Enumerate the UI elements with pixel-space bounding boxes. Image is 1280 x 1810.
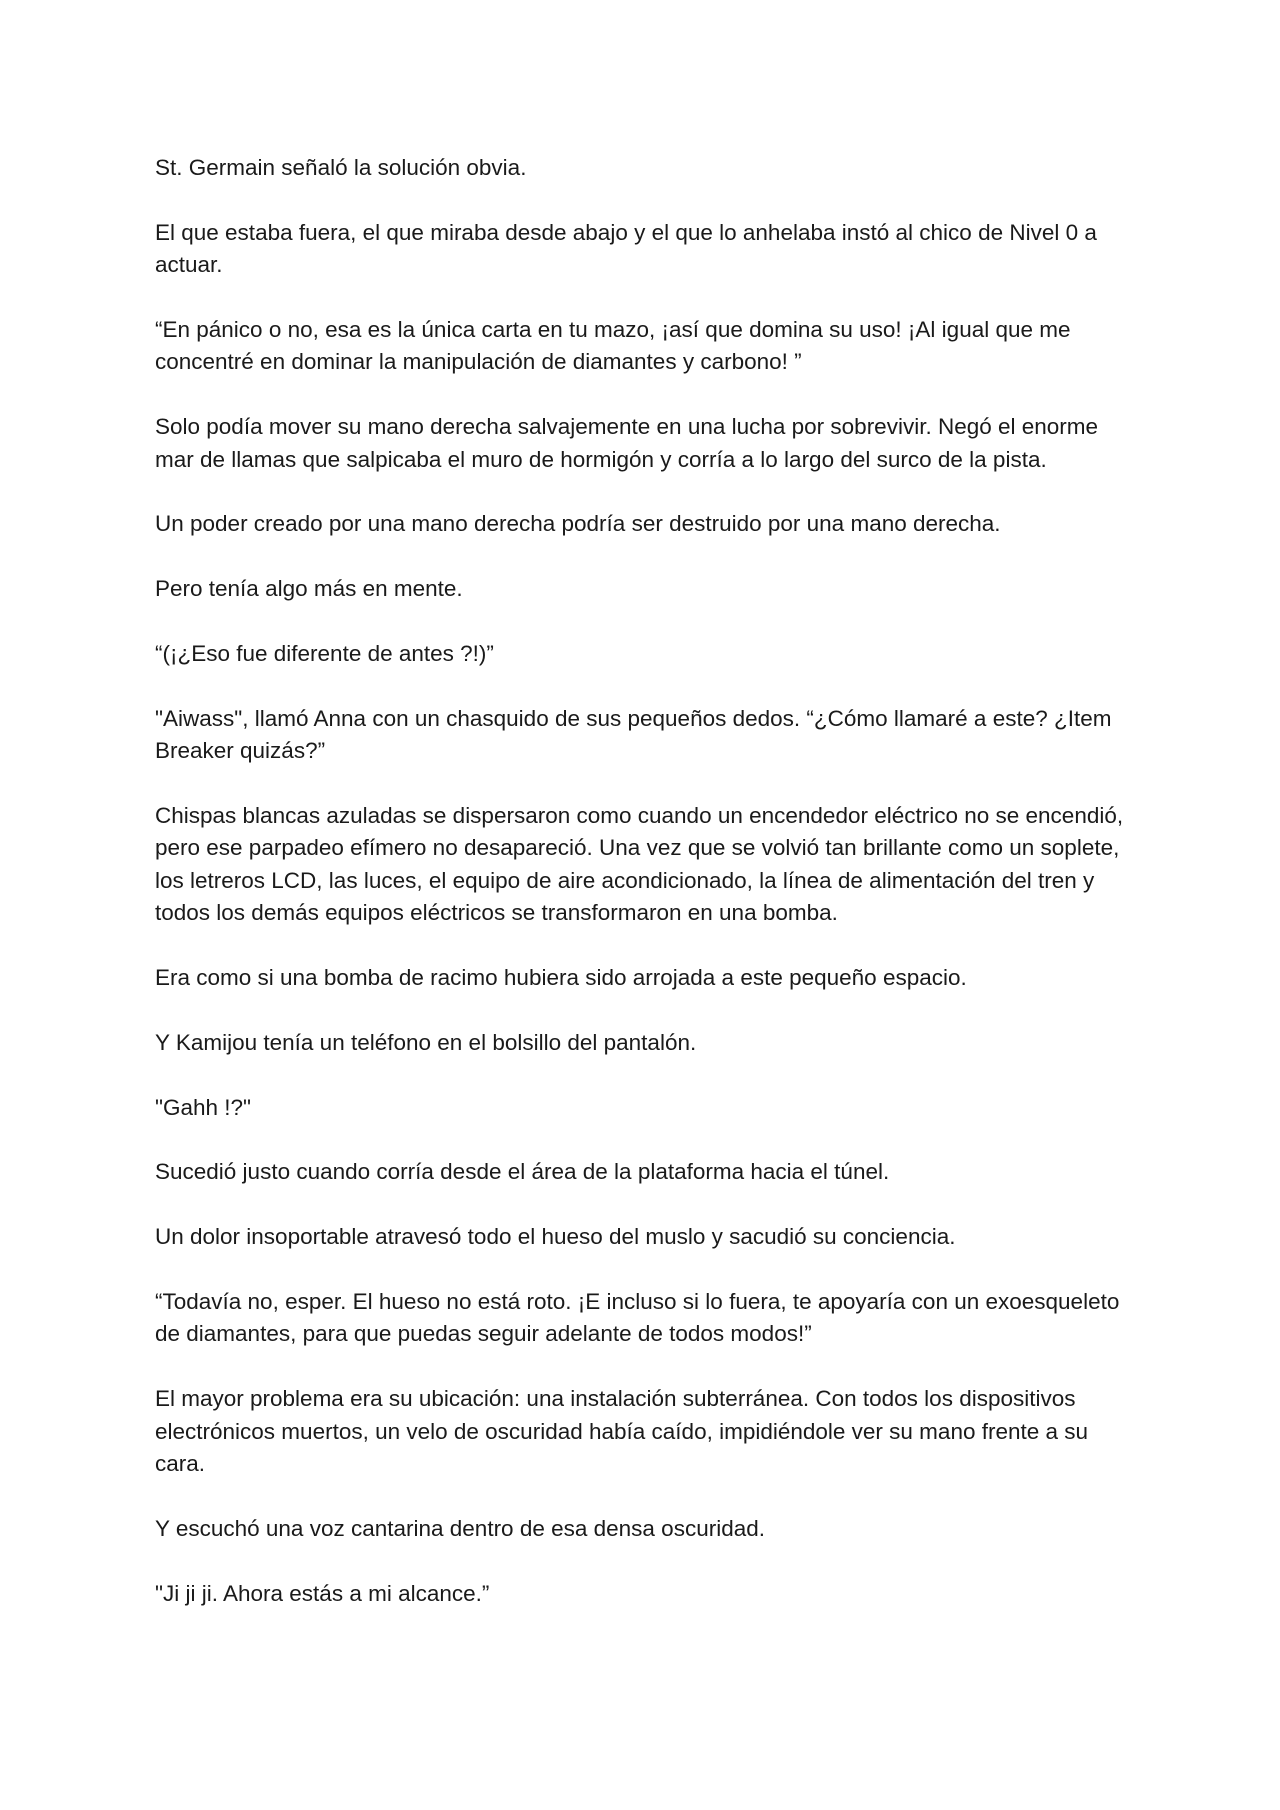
- document-page: [155, 152, 1135, 1642]
- paragraph: Un poder creado por una mano derecha podría ser destruido por una mano derecha.: [155, 511, 1001, 537]
- paragraph: “Todavía no, esper. El hueso no está roto. ¡E incluso si lo fuera, te apoyaría con un exoesqueleto de diamantes, para que puedas seguir adelante de todos modos!”: [155, 1289, 1120, 1347]
- paragraph: St. Germain señaló la solución obvia.: [155, 155, 527, 180]
- paragraph: “En pánico o no, esa es la única carta en tu mazo, ¡así que domina su uso! ¡Al igual que me concentré en dominar la manipulación de diamantes y carbono! ”: [155, 317, 1071, 375]
- paragraph: Y escuchó una voz cantarina dentro de esa densa oscuridad.: [155, 1515, 765, 1541]
- paragraph: “(¡¿Eso fue diferente de antes ?!)”: [155, 641, 494, 666]
- paragraph: Sucedió justo cuando corría desde el área de la plataforma hacia el túnel.: [155, 1159, 890, 1185]
- paragraph: "Ji ji ji. Ahora estás a mi alcance.”: [155, 1580, 490, 1606]
- paragraph: Chispas blancas azuladas se dispersaron como cuando un encendedor eléctrico no se encendió, pero ese parpadeo efímero no desapareció. Una vez que se volvió tan brillante como un soplete, los letreros LCD, las luces, el equipo de aire acondicionado, la línea de alimentación del tren y todos los demás equipos eléctricos se transformaron en una bomba.: [155, 803, 1124, 926]
- paragraph: Pero tenía algo más en mente.: [155, 576, 463, 602]
- paragraph: El mayor problema era su ubicación: una instalación subterránea. Con todos los dispositivos electrónicos muertos, un velo de oscuridad había caído, impidiéndole ver su mano frente a su cara.: [155, 1386, 1089, 1477]
- paragraph: Solo podía mover su mano derecha salvajemente en una lucha por sobrevivir. Negó el enorme mar de llamas que salpicaba el muro de hormigón y corría a lo largo del surco de la pista.: [155, 414, 1099, 472]
- paragraph: Y Kamijou tenía un teléfono en el bolsillo del pantalón.: [155, 1029, 697, 1055]
- paragraph: El que estaba fuera, el que miraba desde abajo y el que lo anhelaba instó al chico de Nivel 0 a actuar.: [155, 219, 1097, 278]
- paragraph: Un dolor insoportable atravesó todo el hueso del muslo y sacudió su conciencia.: [155, 1224, 956, 1250]
- paragraph: "Aiwass", llamó Anna con un chasquido de sus pequeños dedos. “¿Cómo llamaré a este? ¿Item Breaker quizás?”: [155, 705, 1112, 764]
- paragraph: Era como si una bomba de racimo hubiera sido arrojada a este pequeño espacio.: [155, 965, 967, 991]
- paragraph: "Gahh !?": [155, 1094, 252, 1120]
